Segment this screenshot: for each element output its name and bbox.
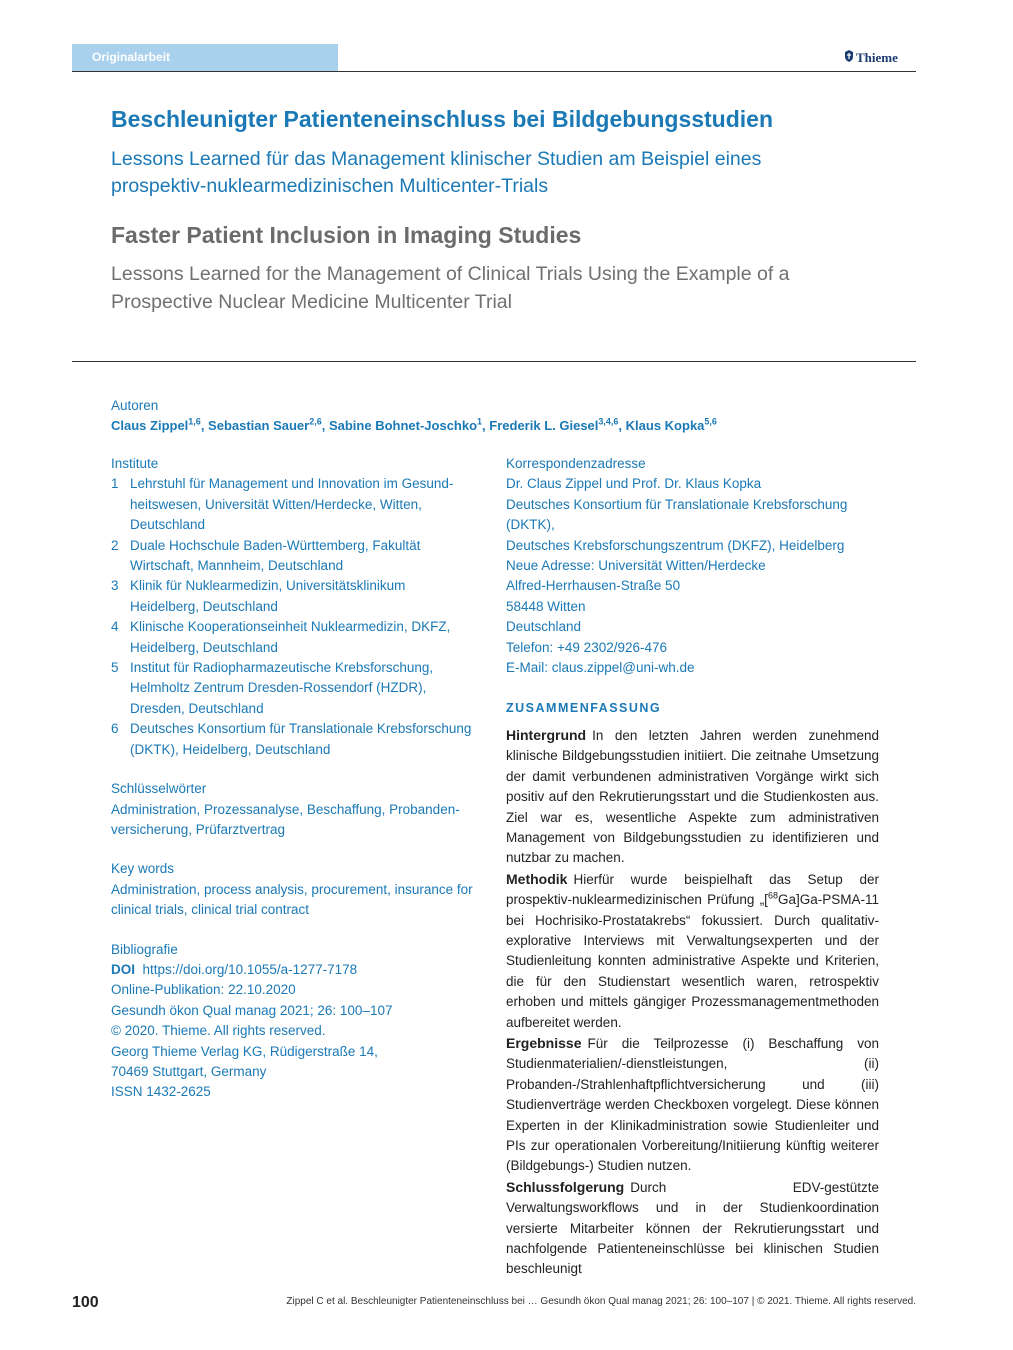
title-divider	[72, 361, 916, 362]
institutes-list	[111, 474, 486, 760]
institute-line: (DKTK), Heidelberg, Deutschland	[130, 741, 331, 757]
institute-line: heitswesen, Universität Witten/Herdecke, Witten,	[130, 496, 422, 512]
keywords-en-line: Administration, process analysis, procurement, insurance for	[111, 881, 473, 897]
institute-text	[130, 617, 450, 658]
correspondence-address	[506, 474, 879, 678]
bibliography-line: Georg Thieme Verlag KG, Rüdigerstraße 14,	[111, 1043, 378, 1059]
institute-text	[130, 719, 471, 760]
abstract-paragraph: Hintergrund In den letzten Jahren werden zunehmend klinische Bildgebungsstudien initiiert. Die zeitnahe Umsetzung der damit verbundenen administrativen Vorgänge wirkt sich positiv auf den Rekrutierungsstart und die Studienkosten aus. Ziel war es, wesentliche Aspekte zum administrativen Management von Bildgebungsstudien zu identifizieren und nutzbar zu machen.	[506, 726, 879, 866]
institute-text	[130, 536, 420, 577]
bibliography-line: Online-Publikation: 22.10.2020	[111, 982, 296, 998]
abstract-lead: Ergebnisse	[506, 1034, 582, 1051]
institute-line: Deutsches Konsortium für Translationale Krebsforschung	[130, 721, 472, 737]
correspondence-email: E-Mail: claus.zippel@uni-wh.de	[506, 660, 695, 676]
abstract-lead: Methodik	[506, 870, 568, 887]
correspondence-line: (DKTK),	[506, 517, 555, 533]
correspondence-label: Korrespondenzadresse	[506, 456, 646, 471]
bibliography-label: Bibliografie	[111, 941, 178, 957]
institutes-label: Institute	[111, 456, 159, 471]
author-affiliation: 2,6	[309, 416, 322, 427]
isotope-superscript: 68	[767, 890, 778, 901]
correspondence-line: Deutsches Krebsforschungszentrum (DKFZ), Heidelberg	[506, 537, 845, 553]
page-number: 100	[72, 1294, 99, 1311]
institute-item	[111, 536, 486, 577]
footer-citation: Zippel C et al. Beschleunigter Patienteneinschluss bei … Gesundh ökon Qual manag 2021; 26: 100–107 | © 2021. Thieme. All rights reserved.	[286, 1296, 916, 1307]
author-affiliation: 1,6	[188, 416, 201, 427]
abstract-lead: Schlussfolgerung	[506, 1178, 625, 1195]
institute-number: 2	[111, 537, 119, 553]
author-name: Sebastian Sauer	[208, 418, 310, 433]
doi-label: DOI	[111, 961, 136, 977]
author-name: Claus Zippel	[111, 418, 189, 433]
institute-number: 1	[111, 476, 119, 492]
bibliography-line: 70469 Stuttgart, Germany	[111, 1063, 267, 1079]
abstract-paragraph: Methodik Hierfür wurde beispielhaft das Setup der prospektiv-nuklearmedizinischen Prüfung „[$^{68}$Ga]Ga-PSMA-11 bei Hochrisiko-Prostatakrebs“ fokussiert. Durch qualitativ-explorative Interviews mit Verwaltungsexperten und der Studienleitung konnten administrative Aspekte und Kriterien, die für den Studienstart wesentlich waren, retrospektiv erhoben und mittels gängiger Prozessmanagementmethoden aufbereitet werden.	[506, 870, 879, 1030]
correspondence-line: Deutsches Konsortium für Translationale Krebsforschung	[506, 496, 848, 512]
authors-list: Claus Zippel$^{1,6}$, Sebastian Sauer$^{2,6}$, Sabine Bohnet-Joschko$^1$, Frederik L. Giesel$^{3,4,6}$, Klaus Kopka$^{5,6}$	[111, 416, 717, 433]
keywords-de-line: versicherung, Prüfarztvertrag	[111, 821, 286, 837]
bibliography-lines	[111, 980, 486, 1102]
institute-line: Lehrstuhl für Management und Innovation im Gesund-	[130, 476, 454, 492]
subtitle-english-line: Lessons Learned for the Management of Clinical Trials Using the Example of a	[111, 263, 790, 285]
header-divider	[72, 71, 916, 72]
institute-line: Heidelberg, Deutschland	[130, 598, 278, 614]
subtitle-english	[111, 260, 851, 316]
thieme-emblem-icon	[844, 50, 854, 66]
correspondence-line: Deutschland	[506, 619, 582, 635]
correspondence-line: Telefon: +49 2302/926-476	[506, 639, 668, 655]
author-affiliation: 3,4,6	[598, 416, 619, 427]
publisher-logo	[844, 50, 898, 66]
title-german: Beschleunigter Patienteneinschluss bei Bildgebungsstudien	[111, 106, 774, 132]
institute-number: 5	[111, 660, 119, 676]
institute-line: Klinische Kooperationseinheit Nuklearmedizin, DKFZ,	[130, 619, 451, 635]
authors-label: Autoren	[111, 398, 159, 413]
bibliography-line: Gesundh ökon Qual manag 2021; 26: 100–107	[111, 1002, 393, 1018]
author-affiliation: 1	[477, 416, 483, 427]
bibliography-line: © 2020. Thieme. All rights reserved.	[111, 1023, 326, 1039]
correspondence-line: 58448 Witten	[506, 598, 586, 614]
abstract-paragraph: Schlussfolgerung Durch EDV-gestützte Verwaltungsworkflows und in der Studienkoordination versierte Mitarbeiter können der Rekrutierungsstart und nachfolgende Patienteneinschlüsse bei klinischen Studien beschleunigt	[506, 1178, 879, 1277]
title-english: Faster Patient Inclusion in Imaging Studies	[111, 222, 582, 248]
institute-text	[130, 576, 405, 617]
institute-text	[130, 658, 433, 719]
abstract-lead: Hintergrund	[506, 726, 587, 743]
subtitle-german-line: prospektiv-nuklearmedizinischen Multicenter-Trials	[111, 175, 549, 197]
institute-line: Duale Hochschule Baden-Württemberg, Fakultät	[130, 537, 421, 553]
doi-line	[111, 960, 486, 980]
subtitle-german-line: Lessons Learned für das Management klinischer Studien am Beispiel eines	[111, 148, 762, 170]
author-name: Sabine Bohnet-Joschko	[328, 418, 478, 433]
institute-item	[111, 719, 486, 760]
keywords-de-label: Schlüsselwörter	[111, 781, 207, 797]
institute-line: Deutschland	[130, 517, 206, 533]
institute-line: Klinik für Nuklearmedizin, Universitätsklinikum	[130, 578, 406, 594]
institute-item	[111, 617, 486, 658]
subtitle-german	[111, 146, 831, 200]
correspondence-line: Neue Adresse: Universität Witten/Herdecke	[506, 558, 766, 574]
author-name: Klaus Kopka	[625, 418, 705, 433]
institute-item	[111, 474, 486, 535]
institute-item	[111, 576, 486, 617]
subtitle-english-line: Prospective Nuclear Medicine Multicenter Trial	[111, 291, 512, 313]
institute-line: Heidelberg, Deutschland	[130, 639, 278, 655]
keywords-en-line: clinical trials, clinical trial contract	[111, 902, 310, 918]
publisher-name: Thieme	[856, 50, 898, 65]
keywords-en-label: Key words	[111, 861, 175, 877]
institute-line: Institut für Radiopharmazeutische Krebsforschung,	[130, 660, 434, 676]
correspondence-line: Alfred-Herrhausen-Straße 50	[506, 578, 681, 594]
left-column	[111, 454, 486, 1103]
section-label-bar	[72, 44, 338, 72]
bibliography-line: ISSN 1432-2625	[111, 1084, 211, 1100]
author-affiliation: 5,6	[704, 416, 717, 427]
correspondence-line: Dr. Claus Zippel und Prof. Dr. Klaus Kopka	[506, 476, 762, 492]
keywords-de-line: Administration, Prozessanalyse, Beschaffung, Probanden-	[111, 801, 460, 817]
abstract-heading: ZUSAMMENFASSUNG	[506, 701, 662, 716]
institute-number: 4	[111, 619, 119, 635]
doi-link[interactable]: https://doi.org/10.1055/a-1277-7178	[142, 961, 358, 977]
abstract-body	[506, 725, 879, 1280]
institute-text	[130, 474, 453, 535]
abstract-paragraph: Ergebnisse Für die Teilprozesse (i) Beschaffung von Studienmaterialien/-dienstleistungen, (ii) Probanden-/Strahlenhaftpflichtversicherung und (iii) Studienverträge werden Checkboxen vorgelegt. Diese können Experten in der Klinikadministration sowie Studienleiter und PIs zur operationalen Vorbereitung/Initiierung künftig weiterer (Bildgebungs-) Studien nutzen.	[506, 1034, 879, 1174]
institute-line: Helmholtz Zentrum Dresden-Rossendorf (HZDR),	[130, 680, 427, 696]
right-column	[506, 454, 879, 1280]
institute-line: Wirtschaft, Mannheim, Deutschland	[130, 558, 344, 574]
section-label: Originalarbeit	[92, 50, 171, 64]
institute-number: 3	[111, 578, 119, 594]
institute-number: 6	[111, 721, 119, 737]
author-name: Frederik L. Giesel	[489, 418, 599, 433]
institute-item	[111, 658, 486, 719]
institute-line: Dresden, Deutschland	[130, 700, 264, 716]
